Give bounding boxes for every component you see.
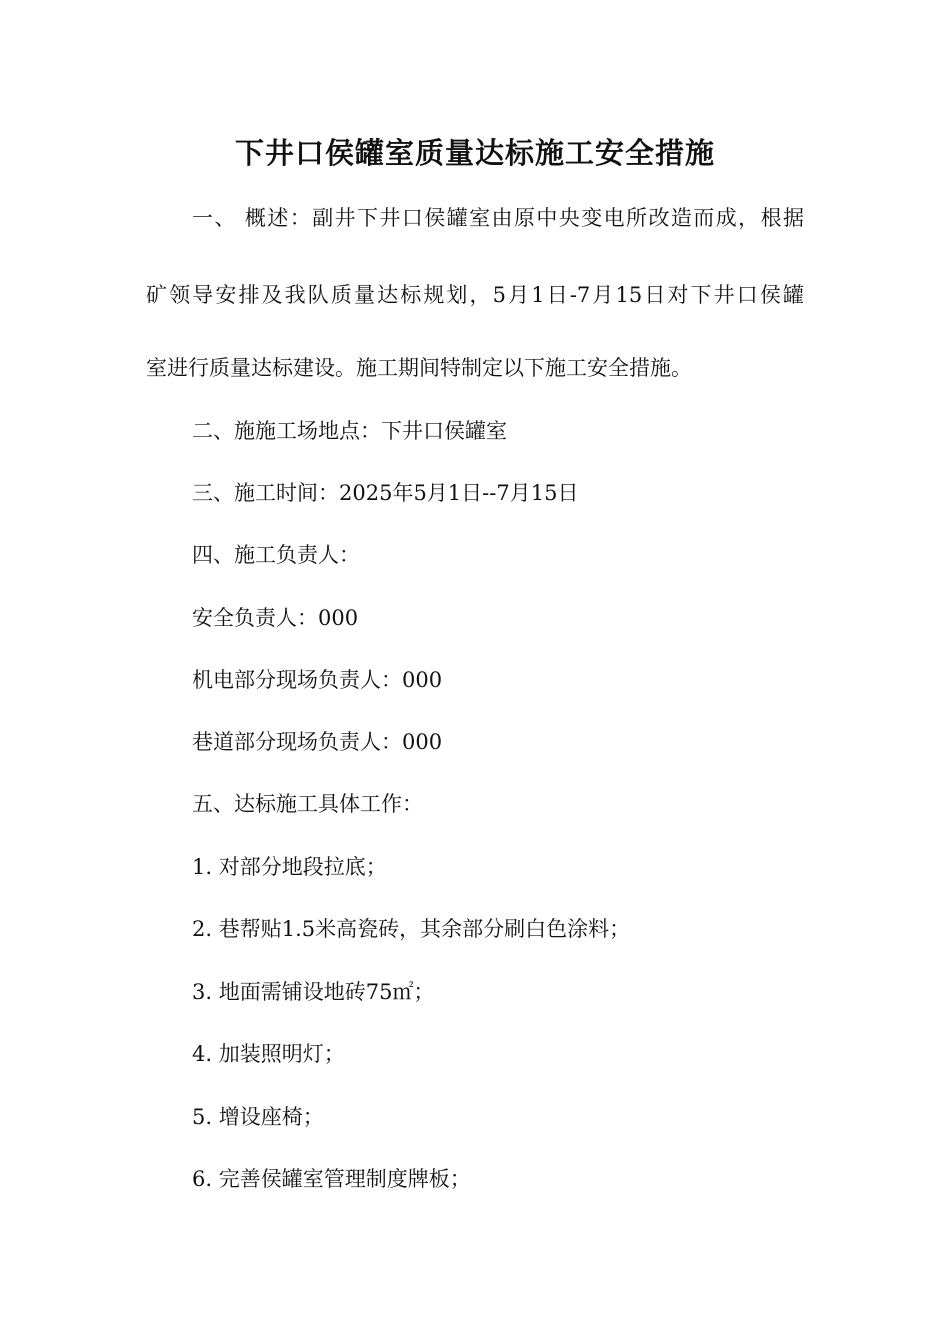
work-item: 2. 巷帮贴1.5米高瓷砖，其余部分刷白色涂料； — [192, 917, 631, 941]
responsible-electromechanical: 机电部分现场负责人：000 — [192, 668, 443, 692]
work-heading: 五、达标施工具体工作： — [192, 792, 423, 816]
responsible-heading: 四、施工负责人： — [192, 543, 360, 567]
time-line: 三、施工时间：2025年5月1日--7月15日 — [192, 481, 579, 505]
overview-line-1: 一、 概述：副井下井口侯罐室由原中央变电所改造而成，根据 — [192, 206, 804, 230]
overview-line-3: 室进行质量达标建设。施工期间特制定以下施工安全措施。 — [146, 356, 692, 380]
site-line: 二、施施工场地点：下井口侯罐室 — [192, 419, 507, 443]
overview-line-2: 矿领导安排及我队质量达标规划，5月1日-7月15日对下井口侯罐 — [146, 283, 804, 307]
document-title: 下井口侯罐室质量达标施工安全措施 — [234, 136, 715, 170]
work-item: 1. 对部分地段拉底； — [192, 855, 387, 879]
work-item: 4. 加装照明灯； — [192, 1042, 345, 1066]
work-item: 3. 地面需铺设地砖75㎡； — [192, 980, 435, 1004]
responsible-roadway: 巷道部分现场负责人：000 — [192, 730, 443, 754]
work-item: 5. 增设座椅； — [192, 1105, 324, 1129]
responsible-safety: 安全负责人：000 — [192, 606, 359, 630]
work-item: 6. 完善侯罐室管理制度牌板； — [192, 1167, 471, 1191]
